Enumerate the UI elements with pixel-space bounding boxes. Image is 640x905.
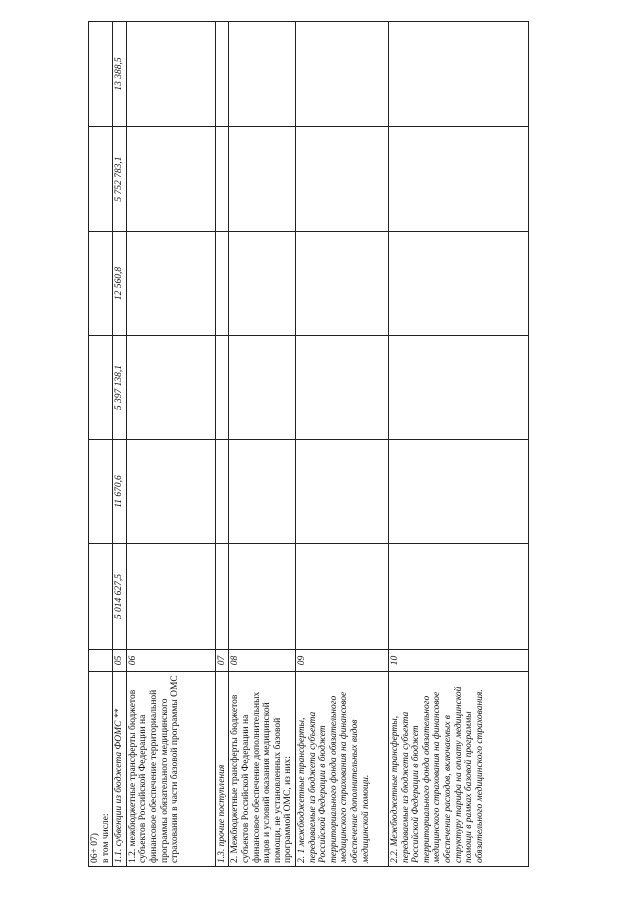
value-cell — [229, 336, 296, 440]
value-cell — [295, 22, 388, 127]
value-cell — [89, 544, 113, 650]
value-cell: 5 397 138,1 — [113, 336, 127, 440]
value-cell — [215, 544, 229, 650]
value-cell — [295, 544, 388, 650]
table-row — [126, 22, 215, 867]
value-cell — [295, 336, 388, 440]
value-cell — [126, 440, 215, 544]
table-row — [215, 22, 229, 867]
row-label: 1.1. субвенции из бюджета ФОМС ** — [113, 672, 127, 867]
row-label: 06+ 07) в том числе: — [89, 672, 113, 867]
value-cell — [89, 127, 113, 232]
table-row — [388, 22, 528, 867]
value-cell — [126, 336, 215, 440]
value-cell — [229, 544, 296, 650]
value-cell — [126, 127, 215, 232]
row-code: 05 — [113, 650, 127, 672]
row-code — [89, 650, 113, 672]
value-cell: 5 752 783,1 — [113, 127, 127, 232]
value-cell: 13 388,5 — [113, 22, 127, 127]
value-cell — [295, 440, 388, 544]
table-row — [113, 22, 127, 867]
value-cell: 5 014 627,5 — [113, 544, 127, 650]
row-label: 1.2. межбюджетные трансферты бюджетов субъектов Российской Федерации на финансовое обеспечение территориальной программы обязательного медицинского страхования в части базовой программы ОМС — [126, 672, 215, 867]
row-label: 2.2. Межбюджетные трансферты, передаваемые из бюджета субъекта Российской Федерации в бюджет территориального фонда обязательного медицинского страхования на финансовое обеспечение расходов, включаемых в структуру тарифа на оплату медицинской помощи в рамках базовой программы обязательного медицинского страхования. — [388, 672, 528, 867]
value-cell — [215, 232, 229, 336]
table-row — [229, 22, 296, 867]
value-cell — [388, 127, 528, 232]
value-cell — [388, 22, 528, 127]
value-cell — [215, 336, 229, 440]
value-cell — [89, 22, 113, 127]
value-cell — [388, 232, 528, 336]
value-cell — [126, 22, 215, 127]
value-cell — [215, 127, 229, 232]
value-cell — [295, 232, 388, 336]
value-cell — [89, 336, 113, 440]
row-code: 07 — [215, 650, 229, 672]
row-code: 06 — [126, 650, 215, 672]
value-cell — [388, 336, 528, 440]
value-cell — [295, 127, 388, 232]
value-cell — [229, 127, 296, 232]
value-cell: 11 670,6 — [113, 440, 127, 544]
row-label: 2. Межбюджетные трансферты бюджетов субъектов Российской Федерации на финансовое обеспечение дополнительных видов и условий оказания медицинской помощи, не установленных базовой программой ОМС, из них: — [229, 672, 296, 867]
rotated-page — [88, 22, 513, 867]
value-cell — [89, 440, 113, 544]
value-cell — [215, 22, 229, 127]
table-row — [295, 22, 388, 867]
value-cell — [388, 544, 528, 650]
value-cell — [126, 544, 215, 650]
row-code: 08 — [229, 650, 296, 672]
value-cell — [126, 232, 215, 336]
value-cell — [89, 232, 113, 336]
value-cell: 12 560,8 — [113, 232, 127, 336]
value-cell — [388, 440, 528, 544]
value-cell — [215, 440, 229, 544]
value-cell — [229, 22, 296, 127]
row-label: 2. 1 межбюджетные трансферты, передаваемые из бюджета субъекта Российской Федерации в бюджет территориального фонда обязательного медицинского страхования на финансовое обеспечение дополнительных видов медицинской помощи. — [295, 672, 388, 867]
budget-table — [88, 21, 529, 867]
value-cell — [229, 440, 296, 544]
table-row — [89, 22, 113, 867]
row-code: 10 — [388, 650, 528, 672]
row-code: 09 — [295, 650, 388, 672]
row-label: 1.3. прочие поступления — [215, 672, 229, 867]
value-cell — [229, 232, 296, 336]
